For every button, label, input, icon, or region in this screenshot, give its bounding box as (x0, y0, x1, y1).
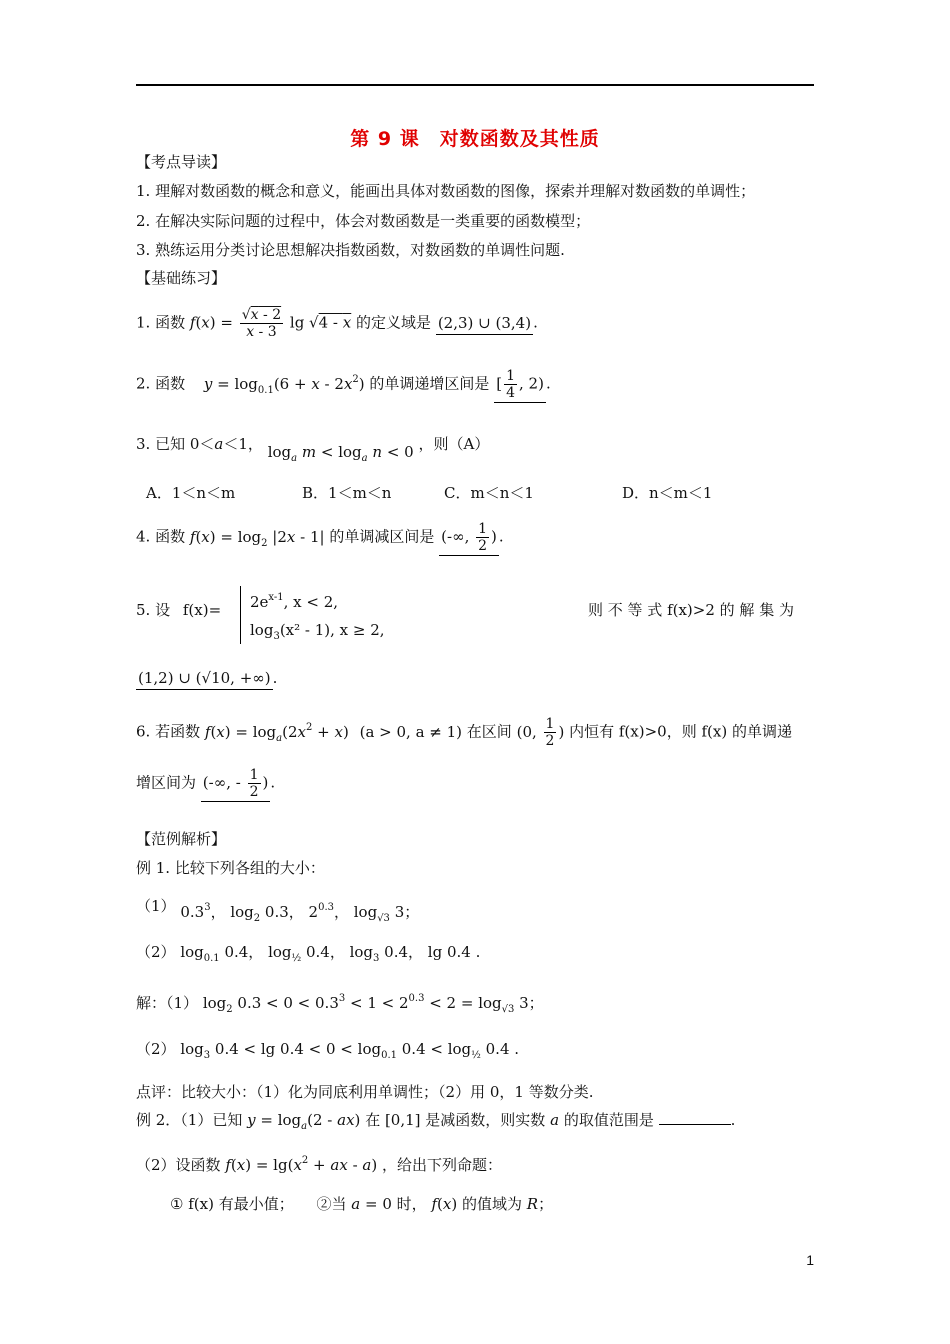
option-d: D．n＜m＜1 (622, 484, 713, 502)
exercise-5: 5. 设 f(x)= (136, 601, 222, 619)
exercise-3: 3. 已知 0＜a＜1， $\log_a m < \log_a n < 0$ ，则（A） (136, 435, 490, 464)
section-basic-heading: 【基础练习】 (136, 269, 227, 287)
page-number: 1 (806, 1252, 814, 1268)
example-1-solution-1: 解：（1） $\log_2 0.3 < 0 < 0.3^3 < 1 < 2^{0.3} < 2 = \log_{√3} 3$； (136, 993, 544, 1015)
guide-item-2: 2. 在解决实际问题的过程中，体会对数函数是一类重要的函数模型； (136, 212, 591, 230)
page-title: 第 9 课 对数函数及其性质 (350, 128, 600, 150)
example-1-part-2: （2） $\log_{0.1} 0.4$， $\log_{\frac{1}{2}} 0.4$， $\log_3 0.4$， lg 0.4 . (136, 943, 481, 964)
exercise-4: 4. 函数 $f(x) = \log_2 |2x - 1|$ 的单调减区间是 (-∞, $\frac{1}{2}$ ) . (136, 521, 504, 554)
option-a: A．1＜n＜m (146, 484, 236, 502)
piecewise-case-1: $2e^{x-1}$, x < 2, (250, 592, 339, 611)
example-2-part-1: 例 2．（1）已知 $y = \log_a(2 - ax)$ 在 [0,1] 是减函数，则实数 a 的取值范围是 . (136, 1111, 736, 1132)
guide-item-1: 1. 理解对数函数的概念和意义，能画出具体对数函数的图像，探索并理解对数函数的单调性； (136, 182, 756, 200)
answer-5: (1,2) ∪ (√10, +∞) (136, 668, 273, 690)
piecewise-case-2: $\log_3(x^2 - 1)$, x ≥ 2, (250, 621, 385, 642)
exercise-6-line-2: 增区间为 (-∞, - $\frac{1}{2}$ ) . (136, 767, 276, 800)
piecewise-brace (240, 586, 249, 644)
answer-2: [ $\frac{1}{4}$ , 2) (496, 368, 544, 401)
example-1-comment: 点评：比较大小：（1）化为同底利用单调性；（2）用 0，1 等数分类. (136, 1083, 594, 1101)
header-rule (136, 84, 814, 86)
blank-answer[interactable] (659, 1124, 731, 1125)
option-b: B．1＜m＜n (302, 484, 392, 502)
example-1-part-1: （1） $0.3^3$， $\log_2 0.3$， $2^{0.3}$， $\log_{√3} 3$； (136, 897, 420, 924)
section-examples-heading: 【范例解析】 (136, 830, 227, 848)
answer-6: (-∞, - $\frac{1}{2}$ ) (202, 767, 269, 800)
exercise-6: 6. 若函数 $f(x) = \log_a(2x^2 + x) (a > 0$, a ≠ 1) 在区间 (0, $\frac{1}{2}$ ) 内恒有 f(x)>0，则 f(x) 的单调递 (136, 716, 792, 749)
example-1-intro: 例 1. 比较下列各组的大小： (136, 859, 325, 877)
example-2-part-2: （2）设函数 $f(x) = \lg(x^2$ + ax - a) ，给出下列命题： (136, 1155, 503, 1174)
exercise-2: 2. 函数 $y = \log_{0.1}(6 + x - 2x^2)$ 的单调递增区间是 [ $\frac{1}{4}$ , 2) . (136, 368, 551, 401)
example-2-propositions: ① f(x) 有最小值； ②当 a = 0 时， f(x) 的值域为 R； (170, 1195, 554, 1213)
exercise-5-right: 则 不 等 式 f(x)>2 的 解 集 为 (588, 601, 794, 619)
answer-1: (2,3) ∪ (3,4) (436, 313, 533, 335)
example-1-solution-2: （2） $\log_3 0.4 < \lg 0.4 < 0 < \log_{0.1} 0.4 < \log_{\frac{1}{2}} 0.4$ . (136, 1040, 520, 1061)
exercise-1: 1. 函数 f(x) = $\frac{√x - 2}{x - 3}$ lg √4 - x 的定义域是 (2,3) ∪ (3,4) . (136, 307, 538, 340)
answer-4: (-∞, $\frac{1}{2}$ ) (441, 521, 497, 554)
section-guide-heading: 【考点导读】 (136, 153, 227, 171)
exercise-5-answer-line: (1,2) ∪ (√10, +∞) . (136, 668, 277, 690)
option-c: C．m＜n＜1 (444, 484, 534, 502)
guide-item-3: 3. 熟练运用分类讨论思想解决指数函数，对数函数的单调性问题. (136, 241, 565, 259)
